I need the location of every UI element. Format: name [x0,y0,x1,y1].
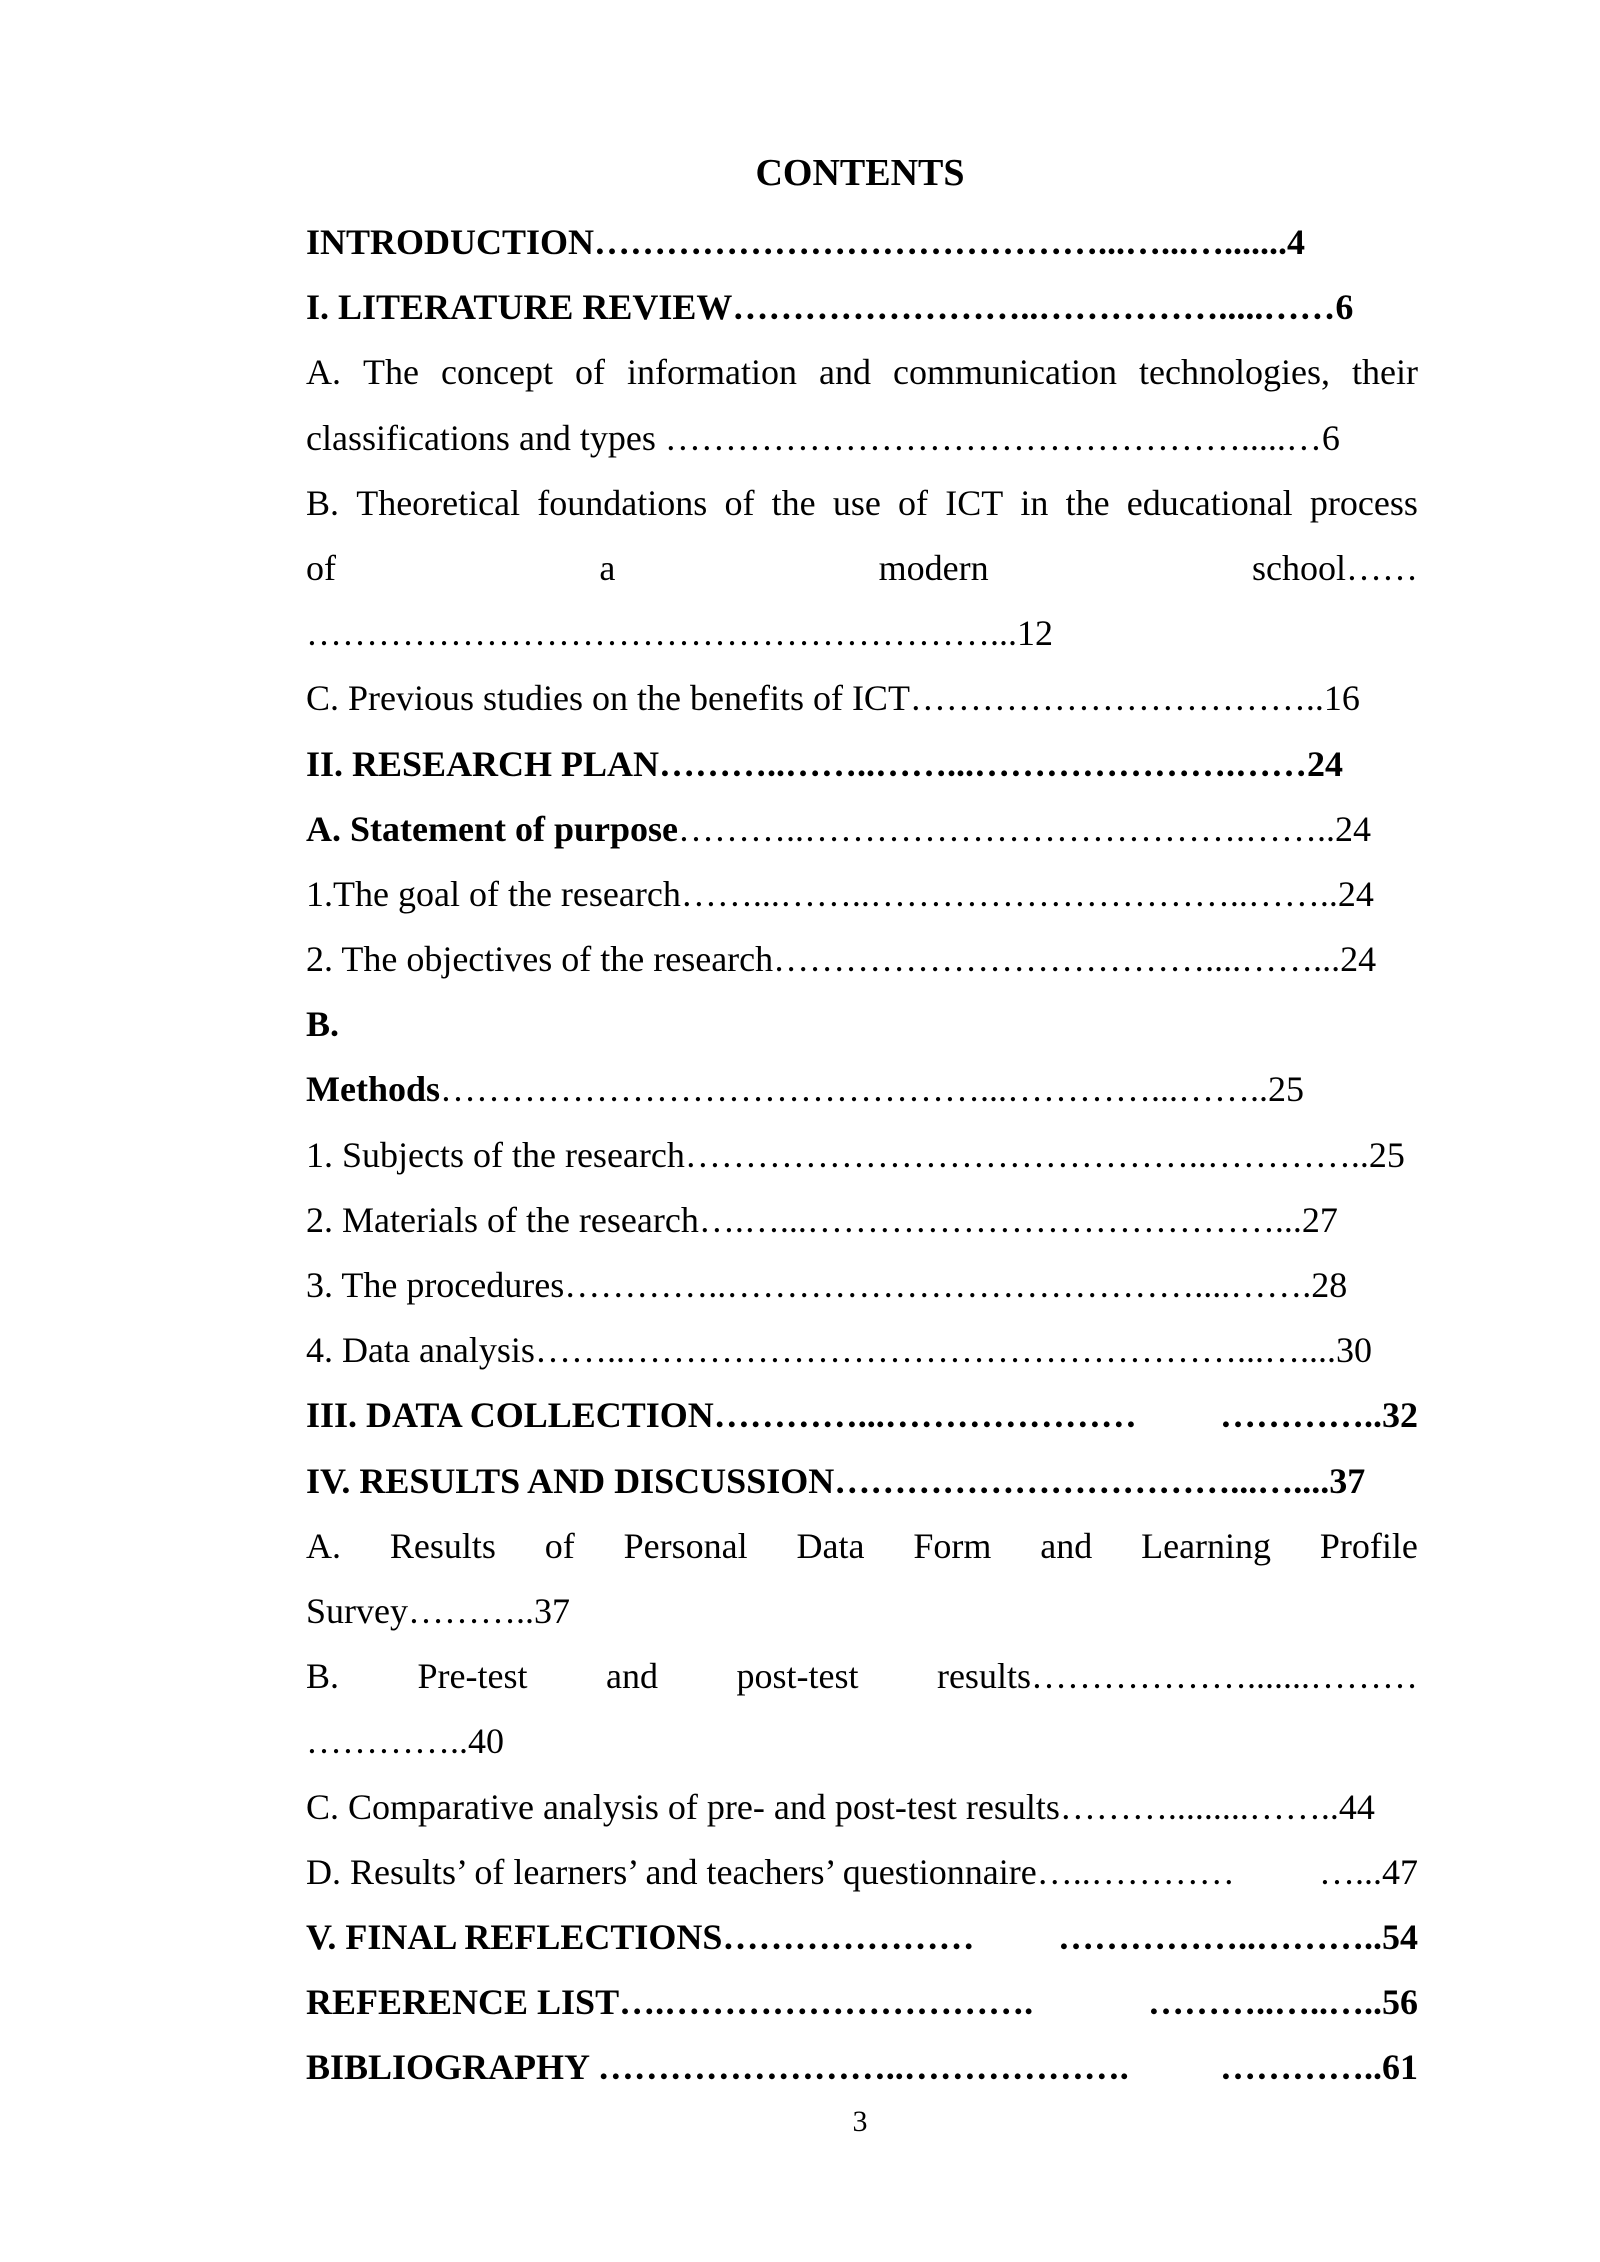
word: and [1040,1525,1093,1566]
entry-part: V. FINAL REFLECTIONS………………… [306,1916,975,1957]
word: their [1352,352,1418,393]
entry-part: ………..…..…..56 [1148,1982,1418,2023]
word: use [832,482,881,523]
entry-part: …………..32 [1220,1395,1418,1436]
entry-leader: ………..……………………………….……..24 [677,808,1371,849]
word: and [605,1656,658,1697]
word: of [898,482,929,523]
toc-entry-methods [306,1057,1418,1122]
table-of-contents [306,210,1418,2100]
word: technologies, [1139,352,1330,393]
toc-entry-procedures: 3. The procedures…………..…………………………………....…….28 [306,1265,1348,1305]
toc-entry-data-analysis: 4. Data analysis……..……………………………………………...…....30 [306,1330,1372,1371]
word: of [575,352,605,393]
entry-part: …………..61 [1220,2047,1418,2088]
word: the [771,482,816,523]
toc-entry-comparative-analysis: C. Comparative analysis of pre- and post-test results……….........……..44 [306,1786,1375,1827]
word: Results [389,1525,496,1566]
word: in [1020,482,1049,523]
word: The [363,352,419,393]
toc-entry-results-and-discussion: IV. RESULTS AND DISCUSSION……………………………...…....37 [306,1460,1366,1501]
entry-title: A. Statement of purpose [306,808,678,849]
toc-entry-b-label: B. [306,1004,340,1045]
word: Pre-test [417,1656,528,1697]
word: foundations [537,482,708,523]
toc-entry-theoretical-foundations-line3: …………………………………………………...12 [306,613,1053,654]
toc-entry-introduction: INTRODUCTION……………………………………...…...….......4 [306,222,1306,262]
toc-entry-statement-of-purpose [306,797,1418,862]
entry-part: REFERENCE LIST….…………………………. [306,1982,1034,2023]
word: the [1065,482,1110,523]
word: Form [913,1525,992,1566]
toc-entry-questionnaire [306,1840,1418,1905]
toc-entry-bibliography [306,2035,1418,2100]
toc-entry-personal-data-line1 [306,1514,1418,1579]
toc-entry-ict-concept-line2: classifications and types ………………………………………….....…6 [306,417,1340,458]
entry-leader: ………………………………………...…………...……..25 [440,1069,1304,1110]
toc-entry-goal: 1.The goal of the research……...……..…………………………..……..24 [306,873,1374,914]
contents-heading: CONTENTS [755,152,965,194]
word: B. [306,482,340,523]
entry-part: …...47 [1319,1851,1418,1892]
word: modern [878,547,989,588]
toc-entry-literature-review: I. LITERATURE REVIEW……………………..…………….....……6 [306,287,1354,328]
word: of [306,547,336,588]
word: a [599,547,616,588]
word: post-test [736,1656,859,1697]
entry-part: ……………..………..54 [1058,1916,1418,1957]
toc-entry-pre-post-test-line1 [306,1644,1418,1709]
word: of [724,482,755,523]
entry-part: D. Results’ of learners’ and teachers’ questionnaire…..………… [306,1851,1235,1892]
toc-entry-reference-list [306,1970,1418,2035]
word: communication [893,352,1117,393]
word: ICT [945,482,1004,523]
word: Theoretical [356,482,521,523]
word: A. [306,1525,341,1566]
toc-entry-research-plan: II. RESEARCH PLAN………..……..……...………………….……24 [306,743,1344,784]
word: A. [306,352,341,393]
entry-title: Methods [306,1069,440,1110]
page-number: 3 [852,2105,868,2138]
word: concept [441,352,553,393]
toc-entry-final-reflections [306,1905,1418,1970]
word: information [627,352,797,393]
entry-part: BIBLIOGRAPHY ……………………..………………. [306,2047,1129,2088]
toc-entry-objectives: 2. The objectives of the research………………………………....……...24 [306,939,1377,980]
toc-entry-previous-studies: C. Previous studies on the benefits of ICT……………………………..16 [306,678,1360,719]
word: of [544,1525,575,1566]
toc-entry-pre-post-test-line2: …………..40 [306,1721,504,1762]
toc-entry-theoretical-foundations-line1 [306,471,1418,536]
toc-entry-ict-concept-line1 [306,340,1418,405]
word: B. [306,1656,340,1697]
word: Learning [1141,1525,1272,1566]
word: Data [796,1525,865,1566]
word: process [1309,482,1418,523]
entry-part: III. DATA COLLECTION…………...………………… [306,1395,1137,1436]
word: educational [1126,482,1293,523]
word: Profile [1319,1525,1418,1566]
toc-entry-materials: 2. Materials of the research….…...…………………………………...27 [306,1199,1338,1240]
word: and [819,352,872,393]
toc-entry-personal-data-line2: Survey………..37 [306,1590,570,1631]
toc-entry-subjects: 1. Subjects of the research……………………………………..…………..25 [306,1134,1405,1175]
word: school…… [1251,547,1418,588]
word: Personal [623,1525,748,1566]
word: results……………….......……… [936,1656,1418,1697]
toc-entry-data-collection [306,1383,1418,1448]
toc-entry-theoretical-foundations-line2 [306,536,1418,601]
